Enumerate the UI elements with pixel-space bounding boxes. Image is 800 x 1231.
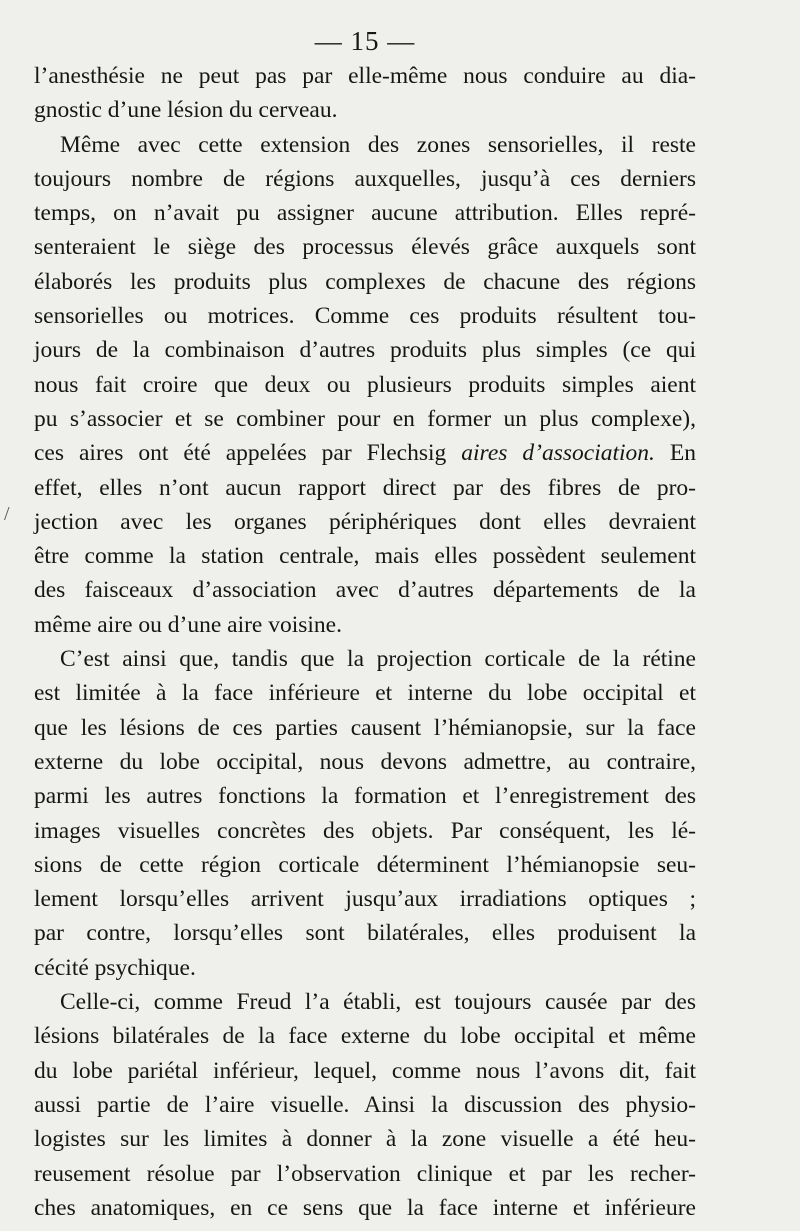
text-line-content: élaborés les produits plus complexes de chacune des régions (34, 268, 696, 295)
text-line-content: Celle-ci, comme Freud l’a établi, est toujours causée par des (60, 989, 696, 1016)
text-line-content: reusement résolue par l’observation clinique et par les recher- (34, 1160, 696, 1187)
text-line-content: du lobe pariétal inférieur, lequel, comme nous l’avons dit, fait (34, 1057, 696, 1084)
text-line (34, 436, 696, 470)
text-line (34, 265, 696, 299)
text-line-content: aussi partie de l’aire visuelle. Ainsi la discussion des physio- (34, 1091, 696, 1118)
text-line-content: images visuelles concrètes des objets. Par conséquent, les lé- (34, 817, 696, 844)
text-line-content: temps, on n’avait pu assigner aucune attribution. Elles repré- (34, 200, 696, 227)
text-line (34, 1054, 696, 1088)
text-line-content: senteraient le siège des processus élevés grâce auxquels sont (34, 234, 696, 261)
text-line-content: cécité psychique. (34, 954, 196, 981)
text-line (34, 814, 696, 848)
text-line-content: lement lorsqu’elles arrivent jusqu’aux irradiations optiques ; (34, 886, 696, 913)
text-line (34, 162, 696, 196)
text-line (34, 848, 696, 882)
text-line-content: pu s’associer et se combiner pour en former un plus complexe), (34, 405, 696, 432)
text-line-content: ces aires ont été appelées par Flechsig (34, 440, 447, 467)
text-line-content: gnostic d’une lésion du cerveau. (34, 97, 338, 124)
text-line (34, 128, 696, 162)
text-line-content: externe du lobe occipital, nous devons admettre, au contraire, (34, 748, 696, 775)
text-line (34, 882, 696, 916)
text-line (34, 196, 696, 230)
text-line (34, 402, 696, 436)
text-line-content: par contre, lorsqu’elles sont bilatérales, elles produisent la (34, 920, 696, 947)
text-line-content: Même avec cette extension des zones sensorielles, il reste (60, 131, 696, 158)
text-line (34, 1019, 696, 1053)
text-line (34, 93, 696, 127)
text-line (34, 59, 696, 93)
text-line-tail: En (654, 440, 697, 467)
text-line-content: l’anesthésie ne peut pas par elle-même nous conduire au dia- (34, 63, 696, 89)
text-line-content: jection avec les organes périphériques dont elles devraient (34, 508, 696, 535)
text-line-content: C’est ainsi que, tandis que la projection corticale de la rétine (60, 646, 696, 673)
text-line-content: nous fait croire que deux ou plusieurs produits simples aient (34, 371, 696, 398)
text-line-content: effet, elles n’ont aucun rapport direct par des fibres de pro- (34, 474, 696, 501)
margin-mark: / (4, 503, 10, 525)
text-line-content: parmi les autres fonctions la formation et l’enregistrement des (34, 783, 696, 810)
page-number: — 15 — (314, 26, 416, 56)
text-line (34, 745, 696, 779)
text-line-content: jours de la combinaison d’autres produits plus simples (ce qui (34, 337, 696, 364)
text-line (34, 676, 696, 710)
text-line (34, 539, 696, 573)
text-line (34, 951, 696, 985)
emphasized-term: aires d’association. (461, 440, 655, 467)
text-line-content: est limitée à la face inférieure et interne du lobe occipital et (34, 680, 696, 707)
text-line (34, 1157, 696, 1191)
text-line-content: des faisceaux d’association avec d’autres départements de la (34, 577, 696, 604)
text-line-content: sensorielles ou motrices. Comme ces produits résultent tou- (34, 303, 696, 330)
text-line (34, 573, 696, 607)
text-line (34, 985, 696, 1019)
text-line (34, 1088, 696, 1122)
text-line (34, 779, 696, 813)
text-line-content: que les lésions de ces parties causent l’hémianopsie, sur la face (34, 714, 696, 741)
text-line (34, 711, 696, 745)
text-line (34, 1122, 696, 1156)
text-line (34, 230, 696, 264)
text-line (34, 368, 696, 402)
text-line-content: sions de cette région corticale déterminent l’hémianopsie seu- (34, 851, 696, 878)
text-line-content: logistes sur les limites à donner à la zone visuelle a été heu- (34, 1126, 696, 1153)
text-line (34, 642, 696, 676)
text-line (34, 505, 696, 539)
body-text (34, 59, 696, 1225)
text-line-content: ches anatomiques, en ce sens que la face interne et inférieure (34, 1194, 696, 1221)
text-line (34, 333, 696, 367)
text-line (34, 1191, 696, 1225)
text-line-content: lésions bilatérales de la face externe du lobe occipital et même (34, 1023, 696, 1050)
text-line (34, 471, 696, 505)
text-line-content: être comme la station centrale, mais elles possèdent seulement (34, 543, 696, 570)
text-line (34, 608, 696, 642)
text-line (34, 299, 696, 333)
text-line-content: toujours nombre de régions auxquelles, jusqu’à ces derniers (34, 165, 696, 192)
text-line (34, 916, 696, 950)
text-line-content: même aire ou d’une aire voisine. (34, 611, 342, 638)
